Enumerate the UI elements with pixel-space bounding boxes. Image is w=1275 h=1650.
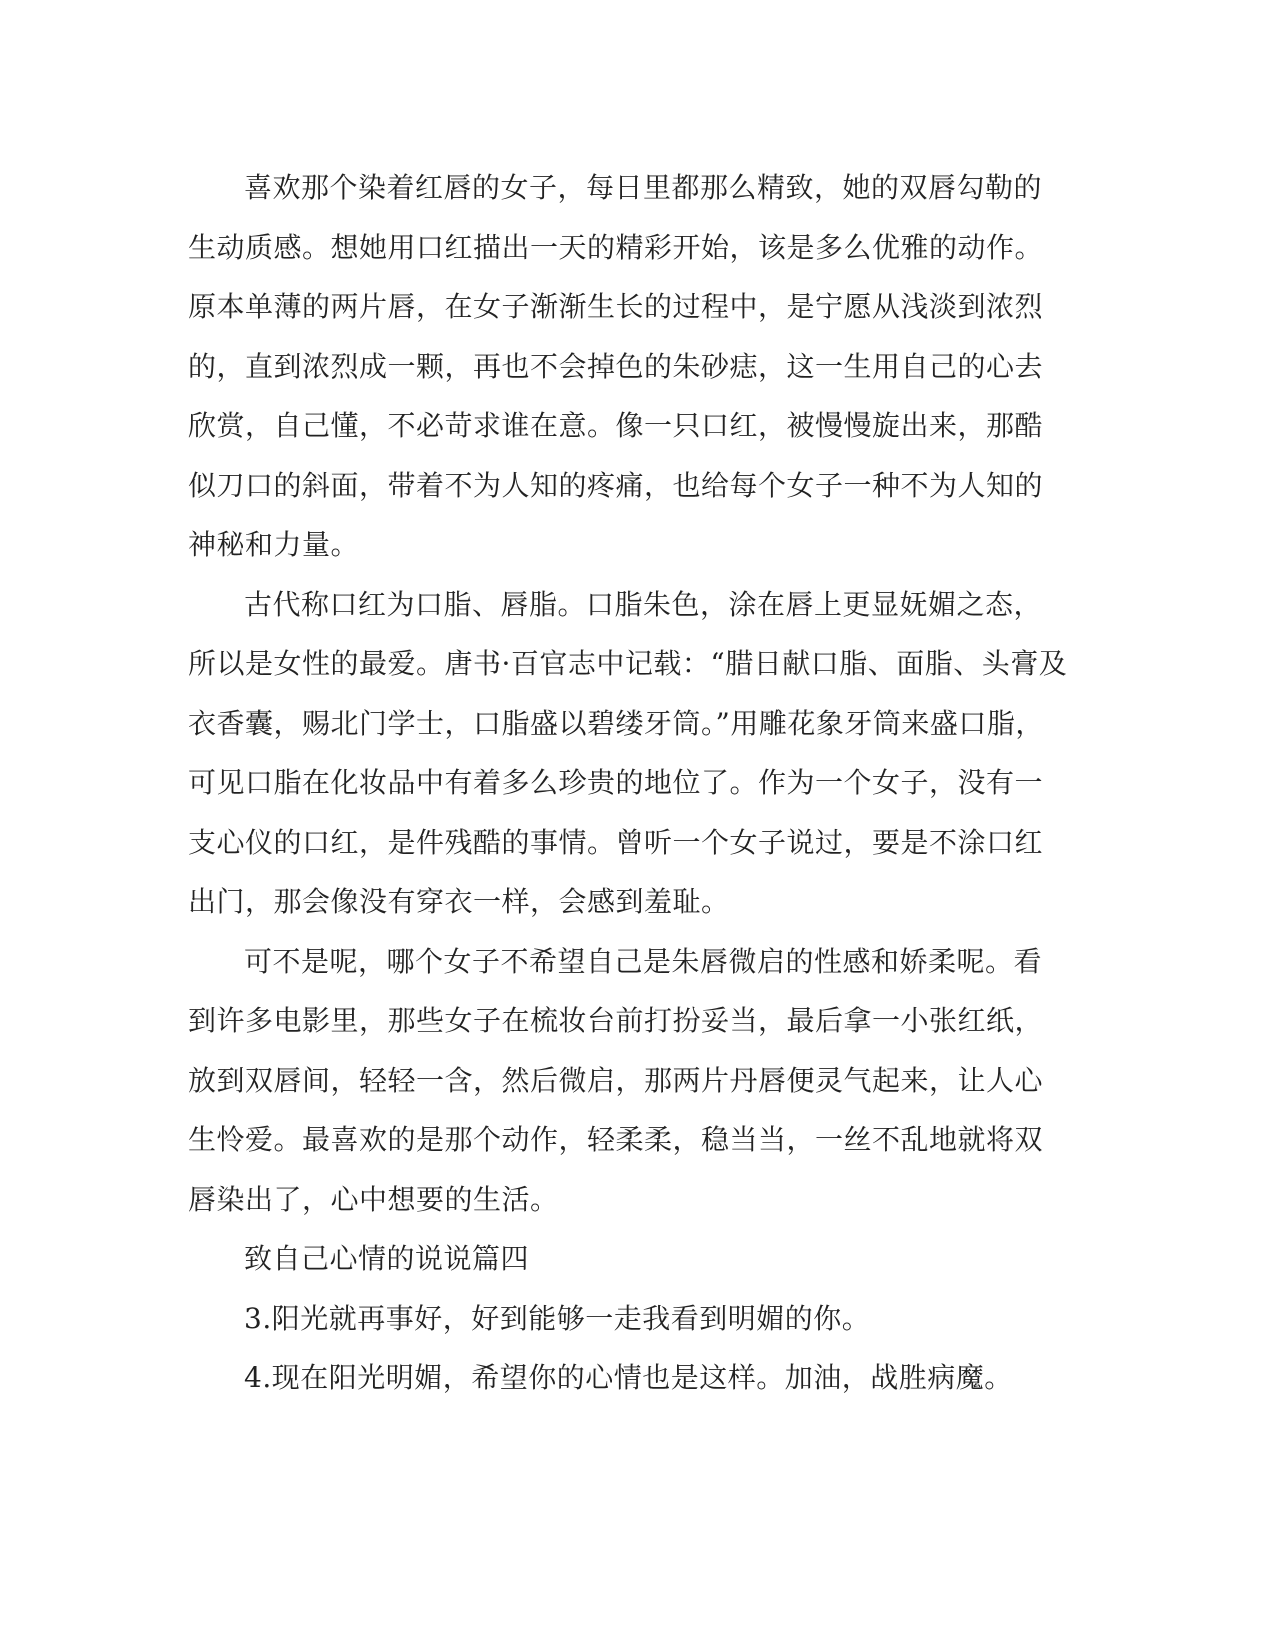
list-item: 3.阳光就再事好，好到能够一走我看到明媚的你。 (244, 1301, 871, 1335)
document-body (188, 158, 1068, 1408)
paragraph-line: 衣香囊，赐北门学士，口脂盛以碧缕牙筒。”用雕花象牙筒来盛口脂， (188, 706, 1044, 740)
paragraph-line: 古代称口红为口脂、唇脂。口脂朱色，涂在唇上更显妩媚之态， (244, 587, 1043, 621)
section-heading: 致自己心情的说说篇四 (244, 1242, 530, 1275)
paragraph-line: 生怜爱。最喜欢的是那个动作，轻柔柔，稳当当，一丝不乱地就将双 (188, 1123, 1044, 1156)
paragraph-line: 放到双唇间，轻轻一含，然后微启，那两片丹唇便灵气起来，让人心 (188, 1063, 1044, 1097)
paragraph-line: 出门，那会像没有穿衣一样，会感到羞耻。 (188, 885, 730, 918)
paragraph-line: 似刀口的斜面，带着不为人知的疼痛，也给每个女子一种不为人知的 (188, 468, 1044, 502)
paragraph-line: 喜欢那个染着红唇的女子，每日里都那么精致，她的双唇勾勒的 (244, 171, 1043, 204)
paragraph-line: 唇染出了，心中想要的生活。 (188, 1182, 559, 1216)
paragraph-3 (188, 932, 1068, 1230)
paragraph-line: 所以是女性的最爱。唐书·百官志中记载：“腊日献口脂、面脂、头膏及 (188, 647, 1068, 680)
paragraph-line: 可见口脂在化妆品中有着多么珍贵的地位了。作为一个女子，没有一 (188, 766, 1044, 799)
paragraph-line: 欣赏，自己懂，不必苛求谁在意。像一只口红，被慢慢旋出来，那酷 (188, 409, 1044, 442)
paragraph-2 (188, 575, 1068, 932)
paragraph-line: 支心仪的口红，是件残酷的事情。曾听一个女子说过，要是不涂口红 (188, 825, 1044, 859)
paragraph-1 (188, 158, 1068, 575)
paragraph-line: 可不是呢，哪个女子不希望自己是朱唇微启的性感和娇柔呢。看 (244, 944, 1043, 978)
list-item: 4.现在阳光明媚，希望你的心情也是这样。加油，战胜病魔。 (244, 1361, 1013, 1394)
paragraph-line: 神秘和力量。 (188, 528, 360, 561)
paragraph-line: 生动质感。想她用口红描出一天的精彩开始，该是多么优雅的动作。 (188, 230, 1044, 264)
paragraph-line: 到许多电影里，那些女子在梳妆台前打扮妥当，最后拿一小张红纸， (188, 1004, 1044, 1037)
paragraph-line: 的，直到浓烈成一颗，再也不会掉色的朱砂痣，这一生用自己的心去 (188, 349, 1044, 383)
paragraph-line: 原本单薄的两片唇，在女子渐渐生长的过程中，是宁愿从浅淡到浓烈 (188, 290, 1044, 323)
